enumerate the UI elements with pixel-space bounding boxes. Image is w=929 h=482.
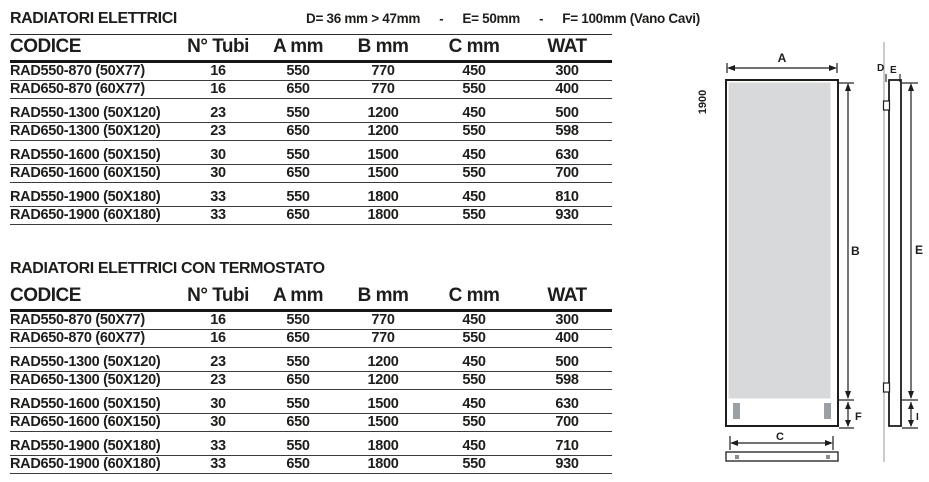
col-wat: WAT [547, 285, 587, 306]
cell-codice: RAD550-1600 (50X150) [10, 395, 161, 412]
radiator-foot-left [733, 403, 740, 419]
legend-e: E= 50mm [462, 11, 520, 26]
legend-f: F= 100mm (Vano Cavi) [562, 11, 700, 26]
table-row [10, 312, 612, 330]
cell-ntubi: 30 [210, 395, 226, 412]
cell-codice: RAD550-870 (50X77) [10, 312, 145, 328]
cell-wat: 930 [555, 206, 579, 223]
cell-wat: 630 [555, 146, 579, 163]
legend-d: D= 36 mm > 47mm [306, 11, 421, 26]
col-ntubi: N° Tubi [187, 285, 249, 306]
col-ntubi: N° Tubi [187, 36, 249, 57]
cell-c: 550 [462, 455, 486, 472]
cell-a: 650 [286, 123, 310, 140]
cell-a: 550 [286, 63, 310, 79]
col-codice: CODICE [10, 36, 81, 57]
cell-a: 550 [286, 312, 310, 328]
radiator-panel-face [729, 83, 831, 399]
cell-codice: RAD650-1900 (60X180) [10, 455, 161, 472]
cell-b: 770 [371, 330, 395, 347]
cell-ntubi: 33 [210, 206, 226, 223]
dim-D-label: D [877, 63, 885, 74]
cell-wat: 700 [555, 164, 579, 181]
cell-a: 550 [286, 146, 310, 163]
cell-wat: 700 [555, 413, 579, 430]
cell-b: 1500 [367, 146, 399, 163]
cell-wat: 630 [555, 395, 579, 412]
cell-codice: RAD650-870 (60X77) [10, 330, 145, 347]
wall-bracket-top [884, 101, 890, 110]
cell-b: 1200 [367, 353, 399, 370]
cell-codice: RAD550-1300 (50X120) [10, 353, 161, 370]
cell-ntubi: 16 [210, 312, 226, 328]
cell-codice: RAD650-1900 (60X180) [10, 206, 161, 223]
cell-codice: RAD650-1300 (50X120) [10, 123, 161, 140]
cell-b: 770 [371, 81, 395, 98]
cell-a: 550 [286, 395, 310, 412]
wall-bracket-bottom [884, 383, 890, 392]
cell-wat: 500 [555, 353, 579, 370]
cell-b: 1500 [367, 413, 399, 430]
col-codice: CODICE [10, 285, 81, 306]
cell-ntubi: 30 [210, 164, 226, 181]
table1-title-row [10, 8, 700, 34]
col-c: C mm [448, 285, 500, 306]
dim-E-depth-label: E [890, 65, 897, 76]
drawing-svg [690, 38, 929, 482]
col-a: A mm [272, 36, 324, 57]
dim-A-label: A [777, 51, 787, 65]
cell-a: 550 [286, 104, 310, 121]
cell-wat: 930 [555, 455, 579, 472]
table-row [10, 354, 612, 372]
cell-codice: RAD650-1300 (50X120) [10, 372, 161, 389]
cell-ntubi: 33 [210, 455, 226, 472]
cell-b: 770 [371, 312, 395, 328]
cell-wat: 300 [555, 63, 579, 79]
cell-b: 1500 [367, 395, 399, 412]
cell-c: 550 [462, 123, 486, 140]
cell-codice: RAD550-1900 (50X180) [10, 188, 161, 205]
cell-c: 550 [462, 372, 486, 389]
table-row [10, 105, 612, 123]
table-row [10, 372, 612, 390]
base-dot-left [735, 455, 739, 459]
cell-c: 550 [462, 164, 486, 181]
legend-separator: - [439, 11, 444, 26]
table-row [10, 330, 612, 348]
cell-ntubi: 23 [210, 353, 226, 370]
side-profile [889, 80, 901, 426]
cell-c: 550 [462, 206, 486, 223]
cell-b: 1200 [367, 372, 399, 389]
cell-a: 550 [286, 188, 310, 205]
cell-c: 450 [462, 437, 486, 454]
cell-c: 450 [462, 188, 486, 205]
col-b: B mm [357, 285, 409, 306]
cell-a: 650 [286, 372, 310, 389]
cell-a: 650 [286, 81, 310, 98]
cell-wat: 400 [555, 330, 579, 347]
cell-c: 550 [462, 330, 486, 347]
cell-a: 650 [286, 330, 310, 347]
dim-B-label: B [851, 244, 860, 258]
cell-ntubi: 30 [210, 146, 226, 163]
table-row [10, 81, 612, 99]
cell-codice: RAD550-1900 (50X180) [10, 437, 161, 454]
cell-b: 1800 [367, 206, 399, 223]
dimension-legend [306, 11, 700, 26]
table1-title: RADIATORI ELETTRICI [10, 10, 177, 27]
cell-wat: 810 [555, 188, 579, 205]
table-row [10, 63, 612, 81]
table-row [10, 438, 612, 456]
cell-ntubi: 23 [210, 372, 226, 389]
cell-c: 450 [462, 312, 486, 328]
cell-wat: 500 [555, 104, 579, 121]
col-c: C mm [448, 36, 500, 57]
cell-ntubi: 16 [210, 63, 226, 79]
cell-a: 650 [286, 206, 310, 223]
dim-C-label: C [776, 431, 784, 443]
radiator-foot-right [824, 403, 831, 419]
table-row [10, 123, 612, 141]
legend-separator: - [539, 11, 544, 26]
cell-wat: 710 [555, 437, 579, 454]
cell-wat: 300 [555, 312, 579, 328]
cell-wat: 598 [555, 372, 579, 389]
cell-codice: RAD650-870 (60X77) [10, 81, 145, 98]
cell-a: 650 [286, 413, 310, 430]
cell-ntubi: 16 [210, 330, 226, 347]
table-row [10, 396, 612, 414]
total-height-label: 1900 [697, 89, 709, 115]
table1-header-row [10, 35, 612, 63]
cell-c: 450 [462, 104, 486, 121]
cell-codice: RAD550-1600 (50X150) [10, 146, 161, 163]
cell-b: 1800 [367, 188, 399, 205]
cell-b: 1800 [367, 455, 399, 472]
cell-codice: RAD550-870 (50X77) [10, 63, 145, 79]
cell-ntubi: 23 [210, 104, 226, 121]
cell-a: 550 [286, 353, 310, 370]
cell-b: 1500 [367, 164, 399, 181]
col-wat: WAT [547, 36, 587, 57]
table-radiatori-elettrici [10, 8, 710, 225]
radiator-technical-drawing [690, 38, 929, 482]
cell-codice: RAD650-1600 (60X150) [10, 164, 161, 181]
front-view [726, 80, 838, 426]
cell-codice: RAD550-1300 (50X120) [10, 104, 161, 121]
table-row [10, 207, 612, 225]
cell-c: 550 [462, 413, 486, 430]
dim-E-height-label: E [915, 243, 924, 257]
col-b: B mm [357, 36, 409, 57]
table-row [10, 414, 612, 432]
cell-c: 450 [462, 146, 486, 163]
cell-wat: 598 [555, 123, 579, 140]
table2-title: RADIATORI ELETTRICI CON TERMOSTATO [10, 260, 325, 277]
cell-b: 770 [371, 63, 395, 79]
table-row [10, 147, 612, 165]
base-dot-right [826, 455, 830, 459]
col-a: A mm [272, 285, 324, 306]
dim-I-label: I [916, 412, 919, 423]
cell-c: 450 [462, 395, 486, 412]
table-row [10, 189, 612, 207]
table-row [10, 456, 612, 474]
cell-b: 1200 [367, 104, 399, 121]
cell-a: 650 [286, 164, 310, 181]
cell-b: 1800 [367, 437, 399, 454]
cell-ntubi: 30 [210, 413, 226, 430]
base-bracket [726, 452, 838, 461]
cell-ntubi: 16 [210, 81, 226, 98]
cell-c: 450 [462, 353, 486, 370]
dim-F-label: F [855, 411, 862, 423]
cell-a: 550 [286, 437, 310, 454]
cell-codice: RAD650-1600 (60X150) [10, 413, 161, 430]
side-view [884, 42, 902, 462]
table2-header-row [10, 284, 612, 312]
table2-title-row [10, 258, 700, 284]
cell-ntubi: 23 [210, 123, 226, 140]
cell-c: 450 [462, 63, 486, 79]
cell-ntubi: 33 [210, 188, 226, 205]
table-radiatori-con-termostato [10, 258, 710, 474]
cell-b: 1200 [367, 123, 399, 140]
table-row [10, 165, 612, 183]
cell-wat: 400 [555, 81, 579, 98]
cell-a: 650 [286, 455, 310, 472]
cell-c: 550 [462, 81, 486, 98]
cell-ntubi: 33 [210, 437, 226, 454]
